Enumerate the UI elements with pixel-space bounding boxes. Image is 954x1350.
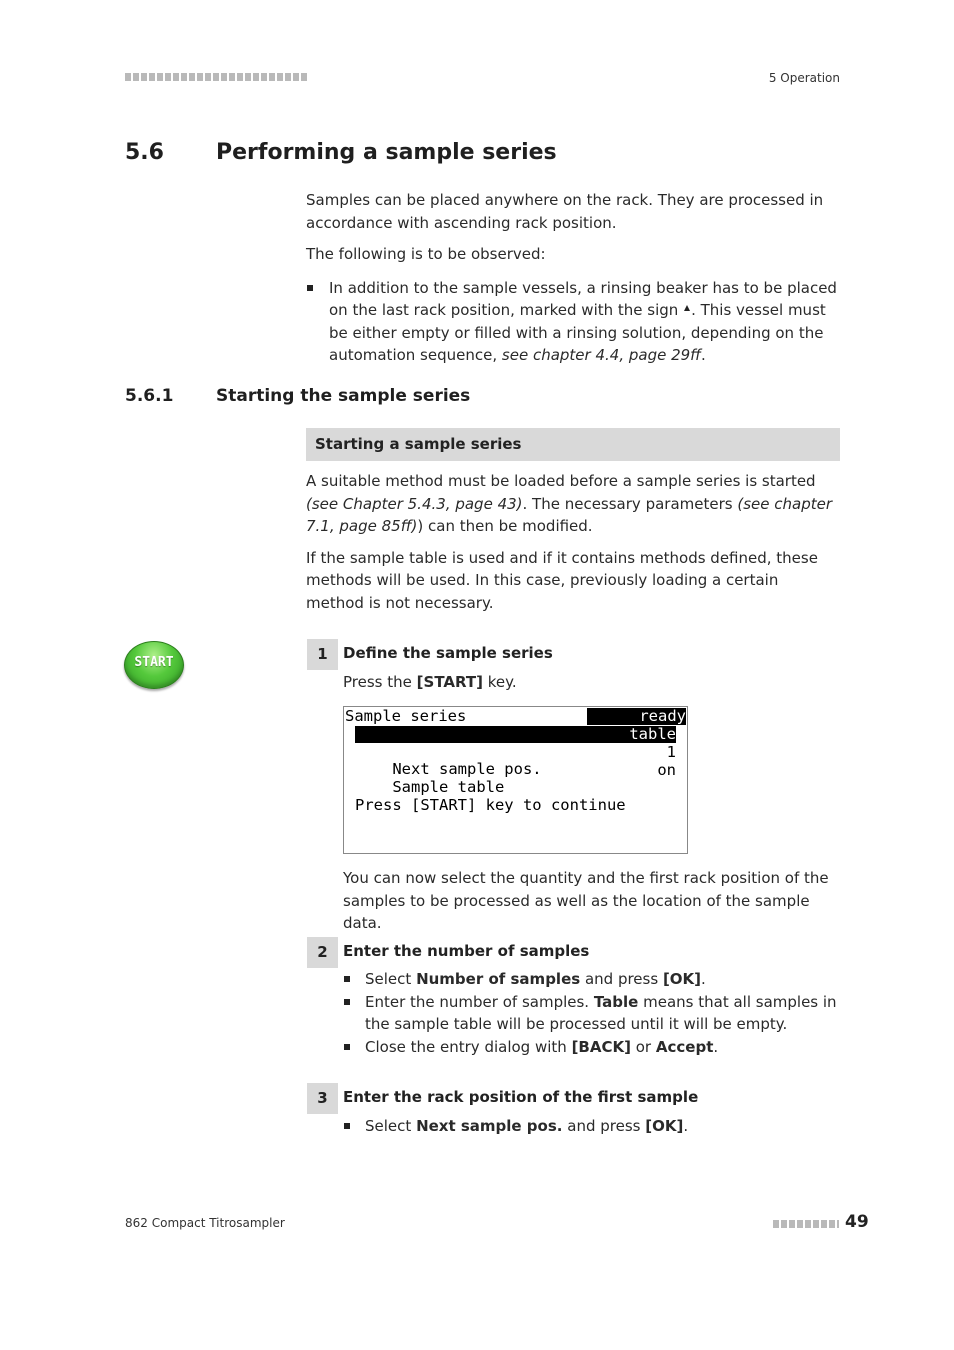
lcd-row-label: Number of samples <box>392 742 551 760</box>
intro-paragraph-1: Samples can be placed anywhere on the rack. They are processed in accordance with ascending rack position. <box>306 191 824 232</box>
start-key-icon <box>124 641 184 689</box>
section-title: Performing a sample series <box>216 140 557 165</box>
list-item: Close the entry dialog with [BACK] or Accept. <box>343 1036 840 1059</box>
body-paragraph-2: If the sample table is used and if it contains methods defined, these methods will be used. In this case, previously loading a certain method is not necessary. <box>306 548 818 612</box>
header-decoration <box>125 73 307 81</box>
lcd-title: Sample series <box>345 707 467 725</box>
lcd-row-value: on <box>657 761 676 779</box>
page-number: 49 <box>845 1212 869 1232</box>
body-p1-b: . The necessary parameters <box>522 494 733 513</box>
procedure-heading: Starting a sample series <box>315 435 522 453</box>
lcd-display <box>343 706 688 854</box>
header-section-label: 5 Operation <box>768 71 840 85</box>
step-3-number: 3 <box>307 1083 338 1114</box>
intro-bullet <box>306 277 840 367</box>
step-3-title: Enter the rack position of the first sample <box>343 1088 699 1106</box>
intro-paragraph-2: The following is to be observed: <box>306 245 546 263</box>
intro-bullet-reference: see chapter 4.4, page 29ff <box>501 346 701 364</box>
step-1-press-a: Press the <box>343 673 412 691</box>
step-1-number: 1 <box>307 639 338 670</box>
lcd-row-value: table <box>629 725 676 743</box>
intro-bullet-text-b: . This vessel must be either empty or filled with a rinsing solution, depending on the automation sequence, <box>329 301 826 364</box>
step-1-after-text <box>343 867 840 935</box>
intro-bullet-end: . <box>701 346 706 364</box>
lcd-row-label: Sample table <box>392 778 505 796</box>
subsection-title: Starting the sample series <box>216 386 471 406</box>
step-2-number: 2 <box>307 937 338 968</box>
lcd-status: ready <box>587 708 686 725</box>
list-item: Select Next sample pos. and press [OK]. <box>343 1115 840 1138</box>
lcd-message: Press [START] key to continue <box>355 796 626 814</box>
lcd-row-value: 1 <box>666 743 676 761</box>
start-key-label: START <box>134 655 174 670</box>
lcd-row-label: Next sample pos. <box>392 760 542 778</box>
body-p1-c: ) can then be modified. <box>417 517 593 535</box>
step-2-title: Enter the number of samples <box>343 942 590 960</box>
footer-decoration <box>773 1220 839 1228</box>
subsection-number: 5.6.1 <box>125 386 174 406</box>
list-item: Enter the number of samples. Table means that all samples in the sample table will be processed until it will be empty. <box>343 991 840 1036</box>
body-p1-ref2: (see chapter 7.1, page 85ff) <box>306 494 832 535</box>
procedure-heading-box <box>306 428 840 461</box>
step-1-key: [START] <box>416 673 483 691</box>
intro-text <box>306 189 840 367</box>
step-1-title: Define the sample series <box>343 644 553 662</box>
step-3-list <box>343 1115 840 1138</box>
step-1-after: You can now select the quantity and the first rack position of the samples to be processed as well as the location of the sample data. <box>343 869 829 932</box>
triangle-sign-icon <box>684 305 690 311</box>
step-1-press-b: key. <box>487 673 517 691</box>
footer-product: 862 Compact Titrosampler <box>125 1216 285 1230</box>
body-p1-ref1: (see Chapter 5.4.3, page 43) <box>306 494 523 513</box>
body-text <box>306 470 840 614</box>
lcd-row-number-of-samples <box>355 725 676 760</box>
step-1-instruction <box>343 671 840 694</box>
lcd-row-sample-table <box>355 761 676 796</box>
body-paragraph-1 <box>306 470 840 538</box>
body-p1-a: A suitable method must be loaded before a sample series is started <box>306 472 816 490</box>
step-2-list <box>343 968 840 1058</box>
list-item: Select Number of samples and press [OK]. <box>343 968 840 991</box>
section-number: 5.6 <box>125 140 164 165</box>
intro-bullet-text-a: In addition to the sample vessels, a rinsing beaker has to be placed on the last rack position, marked with the sign <box>329 278 837 319</box>
